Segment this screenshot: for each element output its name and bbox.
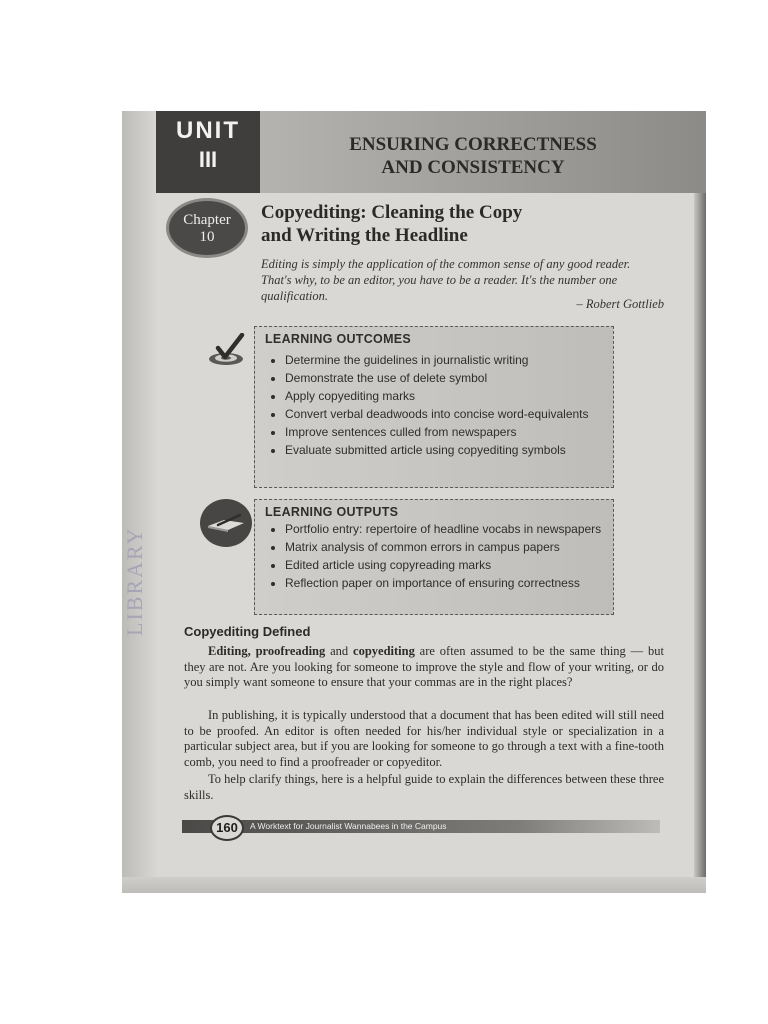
chapter-title-line1: Copyediting: Cleaning the Copy — [261, 202, 523, 223]
unit-title-line1: ENSURING CORRECTNESS — [349, 134, 597, 155]
chapter-title-line2: and Writing the Headline — [261, 225, 468, 246]
list-item: • Edited article using copyreading marks — [285, 558, 615, 573]
list-item: • Evaluate submitted article using copyediting symbols — [285, 441, 615, 459]
list-item: • Demonstrate the use of delete symbol — [285, 369, 615, 387]
learning-outcomes-panel — [254, 326, 614, 488]
unit-title-line2: AND CONSISTENCY — [381, 157, 565, 178]
page-bottom-edge — [122, 877, 706, 893]
footer-text: A Worktext for Journalist Wannabees in the Campus — [250, 821, 447, 831]
learning-outputs-panel — [254, 499, 614, 615]
list-item: • Matrix analysis of common errors in campus papers — [285, 540, 615, 555]
list-item: • Determine the guidelines in journalistic writing — [285, 351, 615, 369]
chapter-badge — [169, 201, 245, 255]
unit-number: III — [198, 147, 218, 172]
unit-title — [260, 133, 686, 179]
body-paragraph-1 — [184, 644, 664, 691]
body-paragraph-2: In publishing, it is typically understood that a document that has been edited will still need to be proofed. An editor is often needed for his/her individual style or specialization in a particular subject area, but if you are looking for someone to go through a text with a fine-tooth comb, you need to find a proofreader or copyeditor. — [184, 708, 664, 769]
unit-label-box — [156, 111, 260, 193]
bold-terms: Editing, proofreading — [208, 644, 326, 658]
list-item: • Reflection paper on importance of ensuring correctness — [285, 576, 615, 591]
epigraph-quote: Editing is simply the application of the common sense of any good reader. That's why, to be an editor, you have to be a reader. It's the number one qualification. — [261, 257, 631, 303]
epigraph-attribution: – Robert Gottlieb — [576, 297, 664, 311]
learning-outputs-list — [271, 522, 615, 594]
page-edge-shadow — [694, 111, 706, 893]
list-item: • Apply copyediting marks — [285, 387, 615, 405]
scanned-page — [122, 111, 706, 893]
paragraph-text: are often assumed to be the same thing — but they are not. Are you looking for someone to improve the style and flow of your writing, or do you simply want someone to ensure that your commas are in the right places? — [184, 644, 664, 689]
book-pen-icon — [200, 499, 252, 547]
list-item: • Convert verbal deadwoods into concise word-equivalents — [285, 405, 615, 423]
unit-word: UNIT — [176, 117, 240, 144]
paragraph-text: and — [325, 644, 354, 658]
chapter-word: Chapter — [183, 212, 231, 228]
page-number: 160 — [210, 815, 244, 841]
body-paragraph-3: To help clarify things, here is a helpful guide to explain the differences between these three skills. — [184, 772, 664, 802]
section-heading: Copyediting Defined — [184, 624, 311, 639]
learning-outcomes-list — [271, 351, 615, 459]
target-check-icon — [206, 333, 246, 367]
list-item: • Improve sentences culled from newspapers — [285, 423, 615, 441]
list-item: • Portfolio entry: repertoire of headline vocabs in newspapers — [285, 522, 615, 537]
learning-outcomes-heading: LEARNING OUTCOMES — [265, 332, 412, 346]
learning-outputs-heading: LEARNING OUTPUTS — [265, 505, 399, 519]
bold-term: copyediting — [353, 644, 415, 658]
chapter-number: 10 — [199, 229, 215, 245]
library-stamp: LIBRARY — [122, 526, 147, 636]
chapter-title — [261, 201, 561, 247]
